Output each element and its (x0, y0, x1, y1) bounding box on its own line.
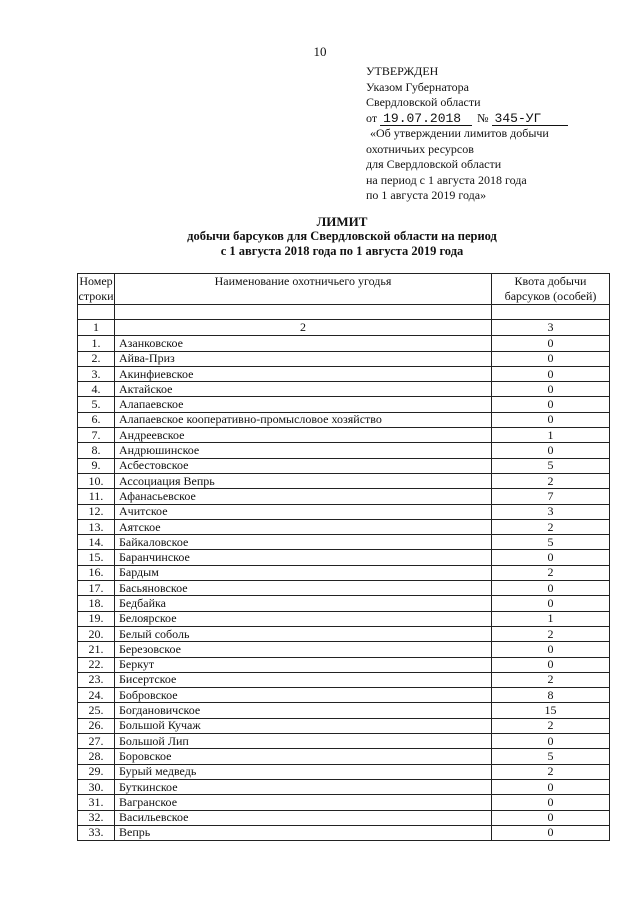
row-quota: 8 (492, 688, 610, 703)
table-row (78, 779, 610, 794)
row-quota: 0 (492, 382, 610, 397)
column-number: 3 (492, 320, 610, 336)
header-name: Наименование охотничьего угодья (115, 274, 492, 305)
decree-line: охотничьих ресурсов (366, 141, 474, 156)
row-name: Акинфиевское (115, 366, 492, 381)
row-quota: 0 (492, 351, 610, 366)
row-number: 9. (78, 458, 115, 473)
table-spacer-row (78, 305, 610, 320)
table-row (78, 336, 610, 351)
row-name: Андрюшинское (115, 443, 492, 458)
row-name: Алапаевское кооперативно-промысловое хозяйство (115, 412, 492, 427)
table-row (78, 657, 610, 672)
row-number: 32. (78, 810, 115, 825)
row-number: 6. (78, 412, 115, 427)
table-row (78, 688, 610, 703)
row-number: 10. (78, 473, 115, 488)
row-quota: 0 (492, 412, 610, 427)
subtitle-line: добычи барсуков для Свердловской области на период (187, 229, 497, 243)
row-quota: 5 (492, 458, 610, 473)
approval-date: 19.07.2018 (380, 112, 472, 126)
limits-table (77, 273, 610, 841)
row-quota: 0 (492, 657, 610, 672)
row-name: Азанковское (115, 336, 492, 351)
row-name: Баранчинское (115, 550, 492, 565)
table-row (78, 581, 610, 596)
row-number: 2. (78, 351, 115, 366)
row-name: Актайское (115, 382, 492, 397)
row-name: Ачитское (115, 504, 492, 519)
document-subtitle (0, 229, 640, 259)
row-name: Афанасьевское (115, 489, 492, 504)
row-name: Беркут (115, 657, 492, 672)
table-row (78, 397, 610, 412)
row-name: Асбестовское (115, 458, 492, 473)
date-prefix: от (366, 110, 378, 125)
row-name: Бисертское (115, 672, 492, 687)
approval-title: УТВЕРЖДЕН (366, 64, 439, 78)
header-number: Номер строки (78, 274, 114, 303)
column-number: 2 (115, 320, 492, 336)
row-quota: 2 (492, 626, 610, 641)
table-row (78, 734, 610, 749)
row-number: 16. (78, 565, 115, 580)
row-quota: 7 (492, 489, 610, 504)
page-number: 10 (313, 44, 327, 59)
row-number: 25. (78, 703, 115, 718)
decree-line: по 1 августа 2019 года» (366, 188, 487, 202)
row-name: Бобровское (115, 688, 492, 703)
approval-line: Свердловской области (366, 95, 481, 109)
table-row (78, 473, 610, 488)
table-row (78, 351, 610, 366)
row-name: Бедбайка (115, 596, 492, 611)
table-row (78, 642, 610, 657)
row-name: Боровское (115, 749, 492, 764)
row-quota: 0 (492, 642, 610, 657)
row-quota: 2 (492, 672, 610, 687)
row-name: Ассоциация Вепрь (115, 473, 492, 488)
table-row (78, 519, 610, 534)
table-row (78, 718, 610, 733)
row-name: Большой Кучаж (115, 718, 492, 733)
table-row (78, 535, 610, 550)
table-row (78, 428, 610, 443)
row-name: Вагранское (115, 795, 492, 810)
row-number: 27. (78, 734, 115, 749)
row-name: Андреевское (115, 428, 492, 443)
row-name: Белоярское (115, 611, 492, 626)
row-name: Березовское (115, 642, 492, 657)
row-name: Бардым (115, 565, 492, 580)
row-name: Аятское (115, 519, 492, 534)
row-quota: 0 (492, 779, 610, 794)
table-row (78, 382, 610, 397)
table-row (78, 810, 610, 825)
decree-line: «Об утверждении лимитов добычи (370, 126, 549, 140)
row-number: 28. (78, 749, 115, 764)
row-name: Вепрь (115, 825, 492, 840)
header-quota: Квота добычи барсуков (особей) (492, 274, 610, 305)
row-quota: 5 (492, 535, 610, 550)
table-row (78, 825, 610, 840)
row-quota: 0 (492, 810, 610, 825)
row-name: Богдановичское (115, 703, 492, 718)
table-row (78, 611, 610, 626)
row-number: 13. (78, 519, 115, 534)
row-name: Васильевское (115, 810, 492, 825)
row-quota: 1 (492, 611, 610, 626)
row-quota: 1 (492, 428, 610, 443)
table-row (78, 443, 610, 458)
row-quota: 15 (492, 703, 610, 718)
row-number: 33. (78, 825, 115, 840)
row-quota: 2 (492, 519, 610, 534)
column-number: 1 (78, 320, 115, 336)
row-name: Бурый медведь (115, 764, 492, 779)
row-number: 1. (78, 336, 115, 351)
table-row (78, 366, 610, 381)
row-number: 31. (78, 795, 115, 810)
subtitle-line: с 1 августа 2018 года по 1 августа 2019 года (220, 244, 464, 258)
table-row (78, 458, 610, 473)
row-quota: 2 (492, 718, 610, 733)
row-number: 3. (78, 366, 115, 381)
row-name: Айва-Приз (115, 351, 492, 366)
table-row (78, 795, 610, 810)
decree-line: на период с 1 августа 2018 года (366, 172, 527, 187)
row-number: 22. (78, 657, 115, 672)
row-number: 5. (78, 397, 115, 412)
row-number: 19. (78, 611, 115, 626)
table-row (78, 504, 610, 519)
row-number: 15. (78, 550, 115, 565)
row-number: 7. (78, 428, 115, 443)
row-number: 23. (78, 672, 115, 687)
approval-number: 345-УГ (492, 112, 568, 126)
table-row (78, 764, 610, 779)
table-row (78, 412, 610, 427)
row-quota: 0 (492, 336, 610, 351)
table-row (78, 672, 610, 687)
table-row (78, 565, 610, 580)
table-row (78, 749, 610, 764)
row-name: Большой Лип (115, 734, 492, 749)
row-number: 21. (78, 642, 115, 657)
row-quota: 0 (492, 366, 610, 381)
row-quota: 3 (492, 504, 610, 519)
row-number: 12. (78, 504, 115, 519)
row-number: 4. (78, 382, 115, 397)
row-name: Буткинское (115, 779, 492, 794)
row-name: Белый соболь (115, 626, 492, 641)
row-number: 17. (78, 581, 115, 596)
row-quota: 2 (492, 473, 610, 488)
table-row (78, 550, 610, 565)
row-quota: 2 (492, 565, 610, 580)
approval-line: Указом Губернатора (366, 79, 469, 94)
row-number: 26. (78, 718, 115, 733)
row-quota: 0 (492, 825, 610, 840)
table-row (78, 626, 610, 641)
row-number: 11. (78, 489, 115, 504)
row-number: 24. (78, 688, 115, 703)
approval-block (366, 64, 568, 204)
row-quota: 0 (492, 443, 610, 458)
row-number: 30. (78, 779, 115, 794)
table-row (78, 703, 610, 718)
row-quota: 2 (492, 764, 610, 779)
row-number: 8. (78, 443, 115, 458)
row-number: 20. (78, 626, 115, 641)
table-row (78, 596, 610, 611)
table-row (78, 489, 610, 504)
row-name: Алапаевское (115, 397, 492, 412)
row-quota: 0 (492, 596, 610, 611)
table-body (78, 336, 610, 841)
row-quota: 5 (492, 749, 610, 764)
row-number: 18. (78, 596, 115, 611)
row-name: Басьяновское (115, 581, 492, 596)
decree-line: для Свердловской области (366, 157, 502, 171)
table-header-row (78, 274, 610, 305)
row-number: 29. (78, 764, 115, 779)
number-prefix: № (477, 110, 489, 125)
row-quota: 0 (492, 795, 610, 810)
row-quota: 0 (492, 581, 610, 596)
document-title: ЛИМИТ (316, 214, 368, 229)
approval-date-line (366, 111, 568, 127)
row-number: 14. (78, 535, 115, 550)
row-quota: 0 (492, 550, 610, 565)
row-name: Байкаловское (115, 535, 492, 550)
row-quota: 0 (492, 734, 610, 749)
row-quota: 0 (492, 397, 610, 412)
column-number-row (78, 320, 610, 336)
